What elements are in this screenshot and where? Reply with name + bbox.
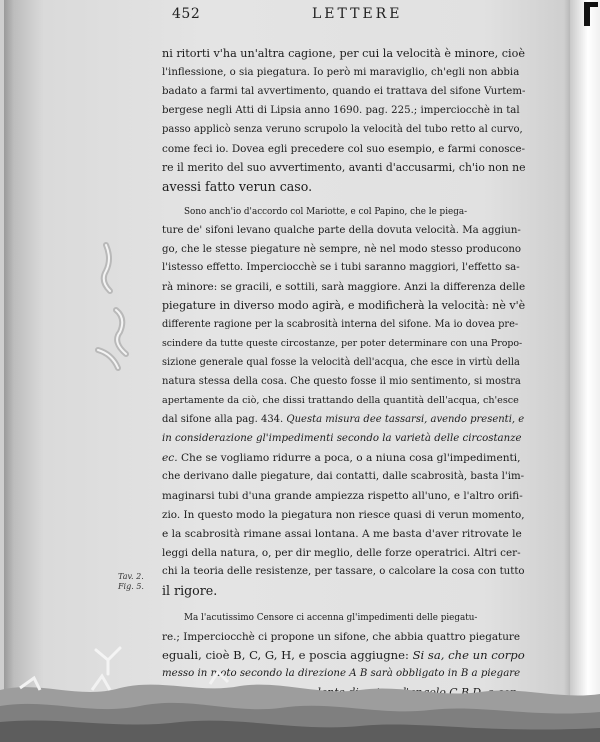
text-line [162, 82, 524, 102]
text-line [162, 581, 524, 601]
page-edge [570, 0, 600, 742]
line-text: Ma l'acutissimo Censore ci accenna gl'impedimenti delle piegatu- [184, 612, 478, 623]
line-text: maginarsi tubi d'una grande ampiezza rispetto all'uno, e l'altro orifi- [162, 489, 523, 502]
line-text: re.; Imperciocchè ci propone un sifone, che abbia quattro piegature [162, 630, 521, 643]
text-line [162, 120, 524, 140]
text-line [162, 429, 524, 449]
line-text: apertamente da ciò, che dissi trattando della quantità dell'acqua, ch'esce [162, 395, 519, 407]
text-line [162, 202, 546, 222]
line-text: Che se vogliamo ridurre a poca, o a niuna cosa gl'impedimenti, [180, 451, 521, 464]
line-text: chi la teoria delle resistenze, per tassare, o calcolare la cosa con tutto [162, 565, 525, 577]
line-text: passo applicò senza veruno scrupolo la velocità del tubo retto al curvo, [162, 123, 523, 135]
text-line [162, 410, 524, 430]
line-text: differente ragione per la scabrosità interna del sifone. Ma io dovea pre- [162, 319, 519, 331]
line-text: piegature in diverso modo agirà, e modificherà la velocità: nè v'è [162, 299, 526, 313]
text-line [162, 562, 524, 582]
text-line [162, 177, 524, 197]
text-line [162, 505, 524, 525]
text-line [162, 334, 524, 354]
text-line [162, 258, 524, 278]
text-line [162, 608, 546, 628]
text-line [162, 277, 524, 297]
text-line [162, 315, 524, 335]
text-line [162, 391, 524, 411]
text-line [162, 221, 524, 241]
line-text: che derivano dalle piegature, dai contatti, dalle scabrosità, basta l'im- [162, 470, 525, 482]
text-line [162, 627, 524, 647]
line-text: bergese negli Atti di Lipsia anno 1690. pag. 225.; imperciocchè in tal [162, 104, 520, 116]
margin-note-line: Fig. 5. [118, 582, 144, 591]
italic-quote: in considerazione gl'impedimenti secondo la varietà delle circostanze [162, 433, 522, 444]
line-text: ture de' sifoni levano qualche parte della dovuta velocità. Ma aggiun- [162, 224, 521, 236]
italic-quote: Questa misura dee tassarsi, avendo presenti, e [286, 414, 525, 426]
text-line [162, 240, 524, 260]
margin-note [118, 572, 144, 592]
text-line [162, 353, 524, 373]
page-title: LETTERE [312, 6, 403, 22]
text-line [162, 372, 524, 392]
line-text: rà minore: se gracili, e sottili, sarà maggiore. Anzi la differenza delle [162, 281, 526, 294]
line-text: re il merito del suo avvertimento, avanti d'accusarmi, ch'io non ne [162, 160, 526, 174]
corner-mark [584, 2, 590, 26]
text-line [162, 158, 524, 178]
line-text: Sono anch'io d'accordo col Mariotte, e col Papino, che le piega- [184, 206, 468, 217]
line-text: leggi della natura, o, per dir meglio, delle forze operatrici. Altri cer- [162, 546, 521, 559]
page-number: 452 [172, 6, 201, 22]
italic-quote: ec. [162, 451, 178, 464]
line-text: avessi fatto verun caso. [162, 178, 313, 194]
line-text: natura stessa della cosa. Che questo fosse il mio sentimento, si mostra [162, 376, 521, 388]
text-line [162, 448, 524, 468]
margin-note-line: Tav. 2. [118, 572, 144, 581]
stain-marks [88, 640, 128, 680]
line-text: l'inflessione, o sia piegatura. Io però mi maraviglio, ch'egli non abbia [162, 66, 520, 78]
text-line [162, 101, 524, 121]
line-text: il rigore. [162, 582, 218, 598]
text-line [162, 44, 524, 64]
line-text: badato a farmi tal avvertimento, quando ei trattava del sifone Vurtem- [162, 85, 526, 97]
text-line [162, 139, 524, 159]
text-line [162, 543, 524, 563]
line-text: l'istesso effetto. Imperciocchè se i tubi saranno maggiori, l'effetto sa- [162, 262, 520, 274]
italic-quote: Si sa, che un corpo [412, 648, 525, 663]
text-line [162, 486, 524, 506]
stain-marks [86, 240, 146, 380]
text-line [162, 296, 524, 316]
line-text: zio. In questo modo la piegatura non riesce quasi di verun momento, [162, 508, 525, 521]
line-text: sizione generale qual fosse la velocità dell'acqua, che esce in virtù della [162, 357, 520, 369]
text-line [162, 63, 524, 83]
line-text: come feci io. Dovea egli precedere col suo esempio, e farmi conosce- [162, 142, 526, 155]
line-text: go, che le stesse piegature nè sempre, nè nel modo stesso producono [162, 243, 522, 255]
running-head [172, 6, 552, 26]
italic-quote: messo in moto secondo la direzione A B sarà obbligato in B a piegare [162, 668, 521, 680]
text-line [162, 467, 524, 487]
line-text: eguali, cioè B, C, G, H, e poscia aggiugne: [162, 648, 409, 663]
line-text: ni ritorti v'ha un'altra cagione, per cui la velocità è minore, cioè [162, 47, 525, 60]
line-text: scindere da tutte queste circostanze, per poter determinare con una Propo- [162, 338, 523, 350]
text-line [162, 524, 524, 544]
line-text: dal sifone alla pag. 434. [162, 414, 284, 426]
line-text: e la scabrosità rimane assai lontana. A me basta d'aver ritrovate le [162, 527, 522, 540]
